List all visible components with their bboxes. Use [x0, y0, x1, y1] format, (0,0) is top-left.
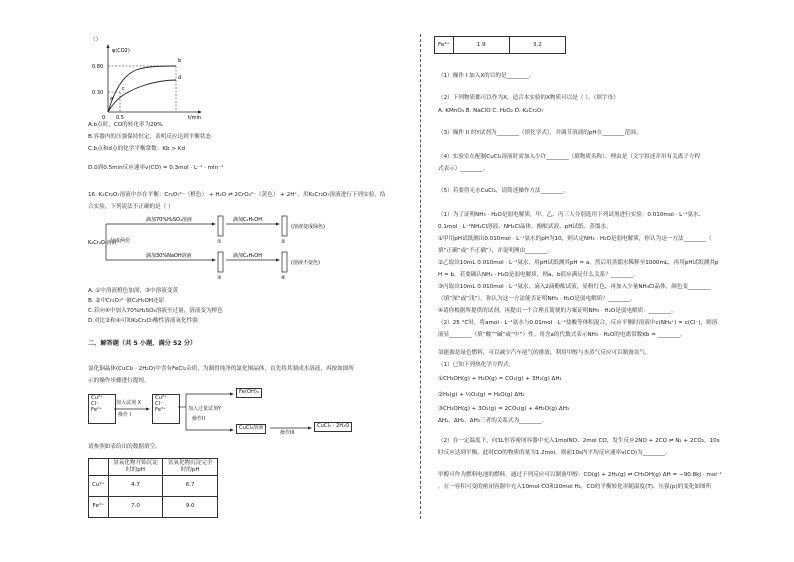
flow-split: 分成两份: [110, 238, 131, 244]
flow-bottom-add: 滴加30%NaOH溶液: [146, 253, 192, 259]
equation-3: ③CH₃OH(g) + 3O₂(g) = 2CO₂(g) + 4H₂O(g) ΔH₃: [438, 406, 570, 412]
process-box-ions-1: [88, 394, 116, 424]
flow-top-add: 滴加70%H₂SO₄溶液: [146, 217, 192, 223]
text-line: （2）在一定温度下，向1L恒容密闭容器中充入1molNO、2mol CO，发生反应2NO + 2CO ⇌ N₂ + 2CO₂，10s: [438, 438, 720, 444]
table-header-cell: 氢氧化物沉淀完全时的pH: [163, 459, 218, 476]
flow-bottom-add2: 滴加C₂H₅OH: [233, 253, 262, 259]
text-line: A. KMnO₄ B. NaClO C. H₂O₂ D. K₂Cr₂O₇: [438, 108, 544, 114]
intro-line2: 示的操作步骤进行提纯。: [88, 378, 150, 384]
graph-ytick-080: 0.80: [92, 64, 104, 70]
text-line: 。在一容积可变的密闭容器中充入10mol CO和20mol H₂，CO的平衡转化率随温度(T)、压强(p)的变化如图所: [438, 484, 712, 490]
text-line: ④请你根据所提供的试剂，再提出一个合理且简便的方案证明NH₃ · H₂O是弱电解质：________。: [438, 308, 677, 314]
text-line: ①甲用pH试纸测出0.010mol · L⁻¹氨水的pH为10，则认定NH₃ · H₂O是弱电解质，你认为这一方法________（: [438, 236, 712, 242]
text-line: ΔH₁、ΔH₂、ΔH₃三者的关系式为________。: [438, 418, 548, 424]
flow-bottom-result: (溶液不变色): [291, 260, 320, 266]
graph-point-c: c: [122, 86, 125, 92]
section-title: 二、解答题（共 5 小题，满分 52 分）: [88, 340, 197, 347]
process-arrow-1: [114, 404, 154, 414]
option-d2: D.对比②和④可知K₂Cr₂O₇酸性溶液氧化性强: [88, 318, 198, 324]
table-cell: 9.0: [163, 496, 218, 517]
text-line: （3）操作 II 的Y试剂为________（填化学式），并调节溶液的pH在________范围。: [438, 130, 642, 136]
table-note: 请参照如表给出的数据填空。: [88, 444, 161, 450]
ion-fe2: Fe²⁺: [91, 406, 102, 413]
hydroxide-ph-table: [88, 458, 218, 518]
flow-reagent: K₂Cr₂O₇溶液: [88, 240, 117, 246]
text-line: H = b，若要确认NH₃ · H₂O是弱电解质，则a、b值应满足什么关系？________。: [438, 272, 639, 278]
graph-xtick-05: 0.5: [116, 115, 124, 120]
text-line: （1）已知下列热化学方程式：: [438, 362, 515, 368]
question-16-line1: 16. K₂Cr₂O₇溶液中存在平衡：Cr₂O₇²⁻（橙色） + H₂O ⇌ 2CrO₄²⁻（黄色） + 2H⁺。用K₂Cr₂O₇溶液进行下列实验，结: [88, 192, 386, 198]
graph-ytick-030: 0.30: [92, 90, 104, 96]
experiment-flow-diagram: [88, 212, 348, 282]
graph-xlabel: t/min: [188, 115, 202, 120]
option-d1: D.0到0.5min反应速率v(CO) = 0.3mol · L⁻¹ · min⁻¹: [88, 165, 224, 171]
text-line: （1）为了证明NH₃ · H₂O是弱电解质，甲、乙、丙三人分别选用下列试剂进行实验：0.010mol · L⁻¹氨水、: [438, 212, 705, 218]
option-a1: A.b点时，CO的转化率为20%: [88, 122, 163, 128]
graph-point-d: d: [178, 75, 182, 81]
table-cell: 3.2: [509, 37, 565, 54]
text-line: （2）25 °C时，将amol · L⁻¹氨水与0.01mol · L⁻¹盐酸等体积混合，反应平衡时溶液中c(NH₄⁺) = c(Cl⁻)，则溶: [438, 320, 718, 326]
tube-1: ①: [217, 239, 222, 245]
ion-fe3: Fe³⁺: [155, 406, 166, 413]
text-line: （4）实验室在配制CuCl₂溶液时需加入少许________（填物质名称），理由是（文字叙述并用有关离子方程: [438, 154, 701, 160]
question-paren: （）: [90, 37, 102, 43]
question-16-line2: 合实验，下列说法不正确的是（ ）: [88, 204, 174, 210]
right-column: [434, 0, 774, 562]
text-line: 液显________（填“酸”“碱”或“中”）性。用含a的代数式表示NH₃ · H₂O的电离常数Kb = ________。: [438, 332, 686, 338]
text-line: （1）操作 I 加入X的目的是________。: [438, 73, 535, 79]
text-line: 时反应达到平衡，此时CO的物质的量为1.2mol。则前10s内平均反应速率v(CO)为________。: [438, 450, 671, 456]
table-cell: Cu²⁺: [89, 475, 109, 496]
text-line: 甲醇可作为燃料电池的燃料。通过下列反应可以制备甲醇：CO(g) + 2H₂(g) ⇌ CH₃OH(g) ΔH = −90.8kJ · mol⁻¹: [438, 472, 722, 478]
intro-line1: 氯化铜晶体(CuCl₂ · 2H₂O)中含有FeCl₂杂质，为制得纯净的氯化铜晶体，首先将其制成水溶液，再按如图所: [88, 366, 354, 372]
text-line: 式表示）________。: [438, 166, 489, 172]
option-c1: C.b点和d点的化学平衡常数：Kb > Kd: [88, 146, 185, 152]
text-line: ②乙取出10mL 0.010mol · L⁻¹氨水，用pH试纸测其pH = a，然后用蒸馏水稀释至1000mL，再用pH试纸测其p: [438, 260, 719, 266]
graph-ylabel: φ(CO2): [112, 48, 130, 54]
arrow3-label: 操作III: [280, 430, 295, 436]
text-line: 氢能源是绿色燃料，可以减少汽车尾气的排放，利用甲醇与水蒸气反应可以制备氢气。: [438, 350, 651, 356]
arrow1-top-label: 加入试剂 X: [116, 400, 142, 406]
equation-1: ①CH₃OH(g) + H₂O(g) = CO₂(g) + 3H₂(g) ΔH₁: [438, 376, 562, 382]
table-cell: Fe²⁺: [89, 496, 109, 517]
table-cell: Fe³⁺: [435, 37, 454, 54]
ion-cl: Cl⁻: [91, 400, 99, 407]
text-line: （填“深”或“浅”）。你认为这一方法能否证明NH₃ · H₂O是弱电解质？________。: [438, 296, 636, 302]
ion-cl-2: Cl⁻: [155, 400, 163, 407]
text-line: 填“正确”或“不正确”），并说明理由________。: [438, 248, 554, 254]
left-column: [88, 0, 406, 562]
ion-cu-2: Cu²⁺: [155, 395, 167, 401]
arrow2-bottom-label: 操作II: [192, 416, 205, 422]
text-line: （5）若要得无水CuCl₂，请简述操作方法________。: [438, 188, 569, 194]
table-row: [435, 37, 566, 54]
text-line: ③丙取出10mL 0.010mol · L⁻¹氨水，滴入2滴酚酞试液，显粉红色，再加入少量NH₄Cl晶体，颜色变________: [438, 284, 711, 290]
table-cell: 1.9: [453, 37, 509, 54]
graph-point-b: b: [178, 58, 182, 64]
graph-point-a: a: [110, 96, 114, 102]
tube-2: ②: [281, 239, 286, 245]
option-c2: C.若向④中加入70%H₂SO₄溶液至过量，溶液变为橙色: [88, 308, 223, 314]
table-row: [89, 496, 218, 517]
flow-top-result: (溶液变成绿色): [291, 224, 325, 230]
table-header-row: [89, 459, 218, 476]
tube-4: ④: [281, 275, 286, 281]
option-a2: A. ①中溶液橙色加深，③中溶液变黄: [88, 288, 179, 294]
process-box-product: CuCl₂ · 2H₂O: [314, 422, 352, 432]
graph-xtick-0: 0: [102, 115, 106, 120]
co2-fraction-graph: [88, 42, 218, 120]
table-header-cell: 氢氧化物开始沉淀时的pH: [108, 459, 163, 476]
text-line: （2）下列物质都可以作为X，适合本实验的X物质可以是（ ）。（填字母）: [438, 95, 619, 101]
option-b2: B. ②中Cr₂O₇²⁻被C₂H₅OH还原: [88, 298, 165, 304]
process-box-ions-2: [152, 394, 180, 424]
process-box-feoh3: Fe(OH)₃: [236, 388, 262, 398]
process-box-cucl2-solution: CuCl₂溶液: [236, 424, 266, 434]
column-divider: [420, 34, 421, 519]
ion-cu: Cu²⁺: [91, 395, 103, 401]
text-line: 0.1mol · L⁻¹NH₄Cl溶液、NH₄Cl晶体、酚酞试液、pH试纸、蒸馏水。: [438, 224, 612, 230]
table-cell: 4.7: [108, 475, 163, 496]
option-b1: B.容器内的压强保持恒定，表明反应达到平衡状态: [88, 134, 212, 140]
hydroxide-ph-table-continued: [434, 36, 566, 54]
tube-3: ③: [217, 275, 222, 281]
table-cell: 6.7: [163, 475, 218, 496]
table-row: [89, 475, 218, 496]
equation-2: ②H₂(g) + ½O₂(g) = H₂O(g) ΔH₂: [438, 392, 525, 398]
table-header-cell: [89, 459, 109, 476]
process-arrow-2: [178, 390, 238, 440]
flow-top-add2: 滴加C₂H₅OH: [233, 217, 262, 223]
arrow2-top-label: 加入过量试剂Y: [188, 406, 222, 412]
arrow1-bottom-label: 操作 I: [118, 412, 132, 418]
table-cell: 7.0: [108, 496, 163, 517]
